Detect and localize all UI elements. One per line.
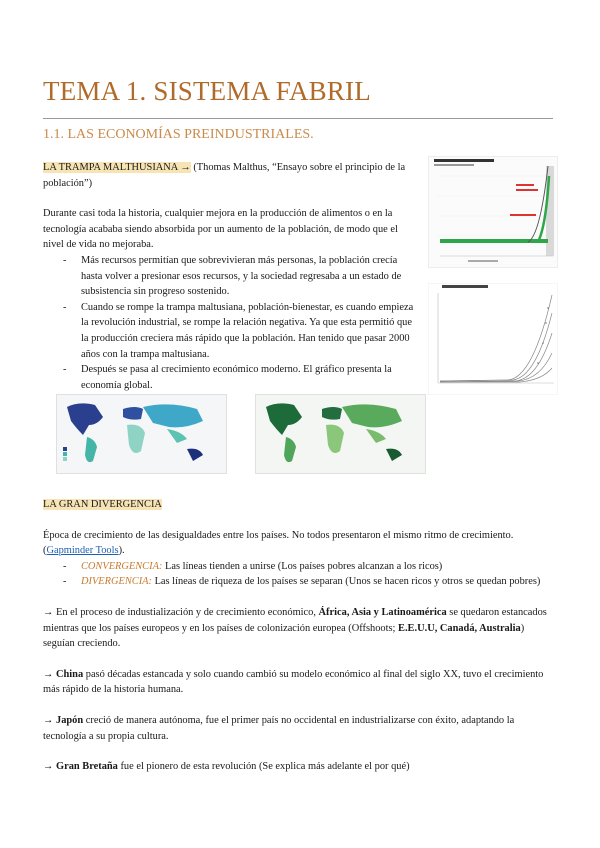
p3-text: creció de manera autónoma, fue el primer país no occidental en industrializarse con éxito, adaptando la tecnología a su propia cultura. [43,714,515,742]
paragraph-industrializacion [43,605,558,652]
p2-bold-china: China [56,668,84,680]
growth-chart-image [428,283,558,395]
p1-text: → En el proceso de industialización y de crecimiento económico, [43,606,319,618]
trampa-section [43,160,415,393]
page-title: TEMA 1. SISTEMA FABRIL [43,76,371,106]
world-map-blue-image [56,394,227,474]
p1-text-3: ) seguían creciendo. [43,622,525,650]
divergencia-bullet [43,574,558,590]
trampa-bullet: - Cuando se rompe la trampa maltusiana, población-bienestar, es cuando empieza la revolución industrial, se rompe la relación negativa. Ya que esta permitió que la producción creciera más rápido que la población. Han tenido que pasar 2000 años con la trampa maltusiana. [43,300,415,362]
convergencia-bullet [43,559,558,575]
divergencia-intro [43,528,558,559]
paragraph-gran-bretana [43,759,558,775]
trampa-intro: Durante casi toda la historia, cualquier mejora en la producción de alimentos o en la tecnología acababa siendo absorbida por un aumento de la población, de modo que el nivel de vida no mejoraba. [43,208,398,251]
world-map-green-image [255,394,426,474]
divergencia-section [43,497,558,775]
divergencia-intro-text: Época de crecimiento de las desigualdades entre los países. No todos presentaron el mismo ritmo de crecimiento. ( [43,529,514,557]
p1-bold-regions: África, Asia y Latinoamérica [318,606,447,618]
p1-bold-offshoots: E.E.U.U, Canadá, Australia [398,622,521,634]
trampa-heading-line [43,160,415,191]
p3-arrow: → [43,714,56,726]
gapminder-link[interactable]: Gapminder Tools [46,545,119,557]
p4-text: fue el pionero de esta revolución (Se explica más adelante el por qué) [117,761,410,773]
divergencia-text: Las líneas de riqueza de los países se separan (Unos se hacen ricos y otros se quedan pobres) [151,576,541,588]
convergencia-text: Las líneas tienden a unirse (Los países pobres alcanzan a los ricos) [162,560,443,572]
p2-text: pasó décadas estancada y solo cuando cambió su modelo económico al final del siglo XX, tuvo el crecimiento más rápido de la historia humana. [43,668,544,696]
title-divider [43,118,553,119]
trampa-bullet: - Más recursos permitían que sobrevivieran más personas, la población crecía hasta volver a presionar esos recursos, y la sociedad regresaba a un estado de subsistencia sin progreso sostenido. [43,253,415,300]
p4-arrow: → [43,761,56,773]
trampa-heading: LA TRAMPA MALTHUSIANA → [43,162,191,173]
divergencia-label: DIVERGENCIA: [81,576,152,588]
p3-bold-japon: Japón [56,714,84,726]
trampa-ref: (Thomas Malthus, “Ensayo sobre el principio de la población”) [43,162,406,189]
p2-arrow: → [43,668,56,680]
malthus-chart-image [428,156,558,268]
trampa-bullet: - Después se pasa al crecimiento económico moderno. El gráfico presenta la economía global. [43,362,415,393]
divergencia-intro-end: ). [118,545,125,557]
divergencia-heading: LA GRAN DIVERGENCIA [43,499,162,510]
paragraph-china [43,667,558,698]
p4-bold-gran-bretana: Gran Bretaña [56,761,118,773]
p1-text-2: se quedaron estancados mientras que los países europeos y en los países de colonización europea (Offshoots; [43,606,547,634]
paragraph-japon [43,713,558,744]
section-subtitle: 1.1. LAS ECONOMÍAS PREINDUSTRIALES. [43,127,314,142]
convergencia-label: CONVERGENCIA: [81,560,163,572]
